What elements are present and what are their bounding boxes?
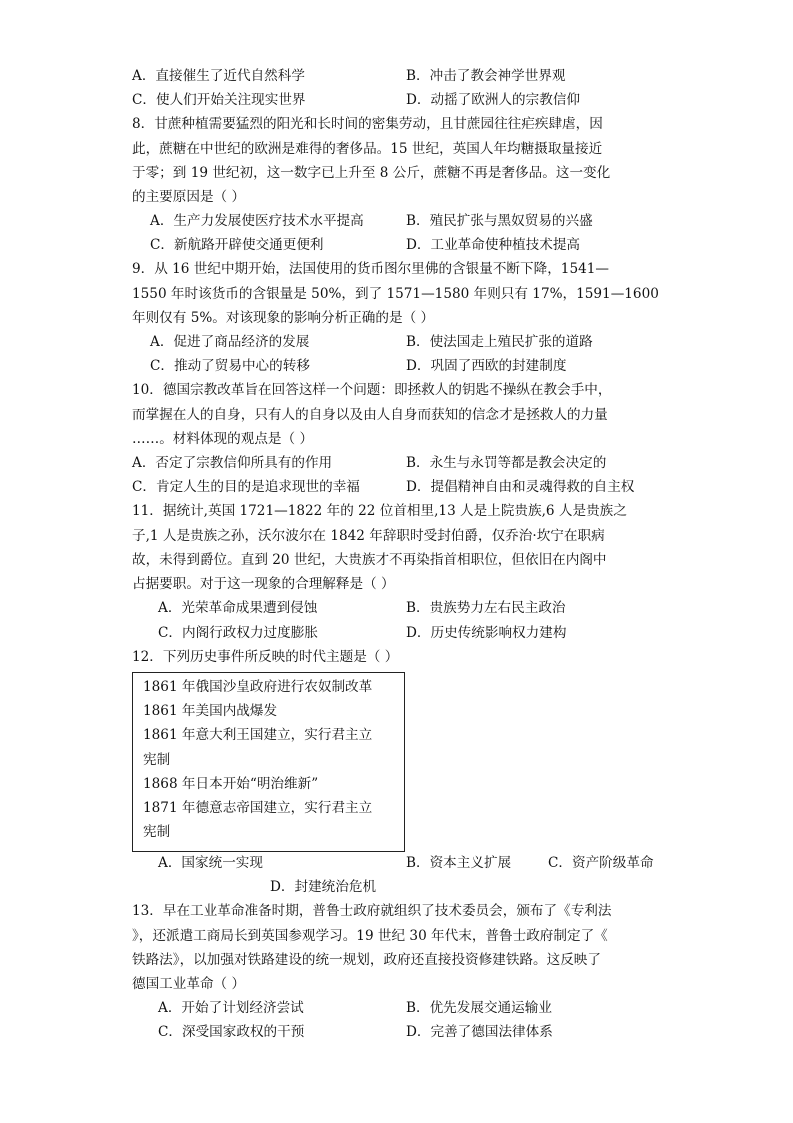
q8-stem-line-3: 于零；到 19 世纪初，这一数字已上升至 8 公斤，蔗糖不再是奢侈品。这一变化	[132, 165, 611, 181]
q8-option-b: B．殖民扩张与黑奴贸易的兴盛	[406, 213, 593, 229]
q7-option-b: B．冲击了教会神学世界观	[406, 68, 566, 84]
q9-option-c: C．推动了贸易中心的转移	[150, 358, 310, 374]
q8-stem-line-2: 此，蔗糖在中世纪的欧洲是难得的奢侈品。15 世纪，英国人年均糖摄取量接近	[132, 141, 603, 157]
q13-option-d: D．完善了德国法律体系	[406, 1024, 553, 1040]
q7-option-c: C．使人们开始关注现实世界	[132, 92, 306, 108]
q11-option-d: D．历史传统影响权力建构	[406, 625, 567, 641]
q8-option-a: A．生产力发展使医疗技术水平提高	[150, 213, 364, 229]
q12-option-a: A．国家统一实现	[158, 855, 263, 871]
q13-stem-line-1: 13．早在工业革命准备时期，普鲁士政府就组织了技术委员会，颁布了《专利法	[132, 903, 612, 919]
q10-option-c: C．肯定人生的目的是追求现世的幸福	[132, 479, 360, 495]
q12-material-box	[132, 672, 405, 852]
q12-event-line: 1871 年德意志帝国建立，实行君主立	[143, 800, 373, 816]
q11-stem-line-4: 占据要职。对于这一现象的合理解释是（ ）	[132, 576, 395, 592]
q11-option-c: C．内阁行政权力过度膨胀	[158, 625, 318, 641]
q8-option-c: C．新航路开辟使交通更便利	[150, 237, 324, 253]
q10-option-a: A．否定了宗教信仰所具有的作用	[132, 455, 333, 471]
q9-option-a: A．促进了商品经济的发展	[150, 334, 310, 350]
q12-event-line: 1861 年俄国沙皇政府进行农奴制改革	[143, 679, 373, 695]
q8-option-d: D．工业革命使种植技术提高	[406, 237, 581, 253]
q9-stem-line-2: 1550 年时该货币的含银量是 50%，到了 1571—1580 年则只有 17%，1591—1600	[132, 286, 659, 302]
q7-option-d: D．动摇了欧洲人的宗教信仰	[406, 92, 581, 108]
q7-option-a: A．直接催生了近代自然科学	[132, 68, 305, 84]
q12-stem: 12．下列历史事件所反映的时代主题是（ ）	[132, 649, 399, 665]
q12-event-line: 1861 年意大利王国建立，实行君主立	[143, 727, 373, 743]
q13-stem-line-2: 》，还派遣工商局长到英国参观学习。19 世纪 30 年代末，普鲁士政府制定了《	[132, 928, 608, 944]
q11-stem-line-1: 11．据统计,英国 1721—1822 年的 22 位首相里,13 人是上院贵族,6 人是贵族之	[132, 503, 627, 519]
q10-option-d: D．提倡精神自由和灵魂得救的自主权	[406, 479, 635, 495]
q12-event-line: 宪制	[143, 752, 171, 768]
q11-option-b: B．贵族势力左右民主政治	[406, 600, 566, 616]
q11-stem-line-2: 子,1 人是贵族之孙，沃尔波尔在 1842 年辞职时受封伯爵，仅乔治·坎宁在职病	[132, 528, 605, 544]
q13-stem-line-4: 德国工业革命（ ）	[132, 976, 246, 992]
q10-stem-line-2: 而掌握在人的自身，只有人的自身以及由人自身而获知的信念才是拯救人的力量	[132, 407, 608, 423]
q12-option-c: C．资产阶级革命	[548, 855, 654, 871]
q12-option-d: D．封建统治危机	[270, 879, 377, 895]
q9-option-d: D．巩固了西欧的封建制度	[406, 358, 567, 374]
q8-stem-line-4: 的主要原因是（ ）	[132, 189, 246, 205]
q8-stem-line-1: 8．甘蔗种植需要猛烈的阳光和长时间的密集劳动，且甘蔗园往往疟疾肆虐，因	[132, 116, 603, 132]
q9-stem-line-3: 年则仅有 5%。对该现象的影响分析正确的是（ ）	[132, 310, 435, 326]
q11-stem-line-3: 故，未得到爵位。直到 20 世纪，大贵族才不再染指首相职位，但依旧在内阁中	[132, 552, 607, 568]
q11-option-a: A．光荣革命成果遭到侵蚀	[158, 600, 318, 616]
q12-event-line: 宪制	[143, 824, 171, 840]
q9-stem-line-1: 9．从 16 世纪中期开始，法国使用的货币图尔里佛的含银量不断下降，1541—	[132, 261, 609, 277]
q13-stem-line-3: 铁路法》，以加强对铁路建设的统一规划，政府还直接投资修建铁路。这反映了	[132, 952, 601, 968]
q9-option-b: B．使法国走上殖民扩张的道路	[406, 334, 593, 350]
q12-event-line: 1861 年美国内战爆发	[143, 703, 278, 719]
q13-option-b: B．优先发展交通运输业	[406, 1000, 552, 1016]
q13-option-a: A．开始了计划经济尝试	[158, 1000, 304, 1016]
q10-stem-line-1: 10．德国宗教改革旨在回答这样一个问题：即拯救人的钥匙不操纵在教会手中，	[132, 382, 612, 398]
q10-stem-line-3: ……。材料体现的观点是（ ）	[132, 431, 314, 447]
q10-option-b: B．永生与永罚等都是教会决定的	[406, 455, 607, 471]
q12-event-line: 1868 年日本开始“明治维新”	[143, 776, 319, 792]
q13-option-c: C．深受国家政权的干预	[158, 1024, 305, 1040]
q12-option-b: B．资本主义扩展	[406, 855, 512, 871]
